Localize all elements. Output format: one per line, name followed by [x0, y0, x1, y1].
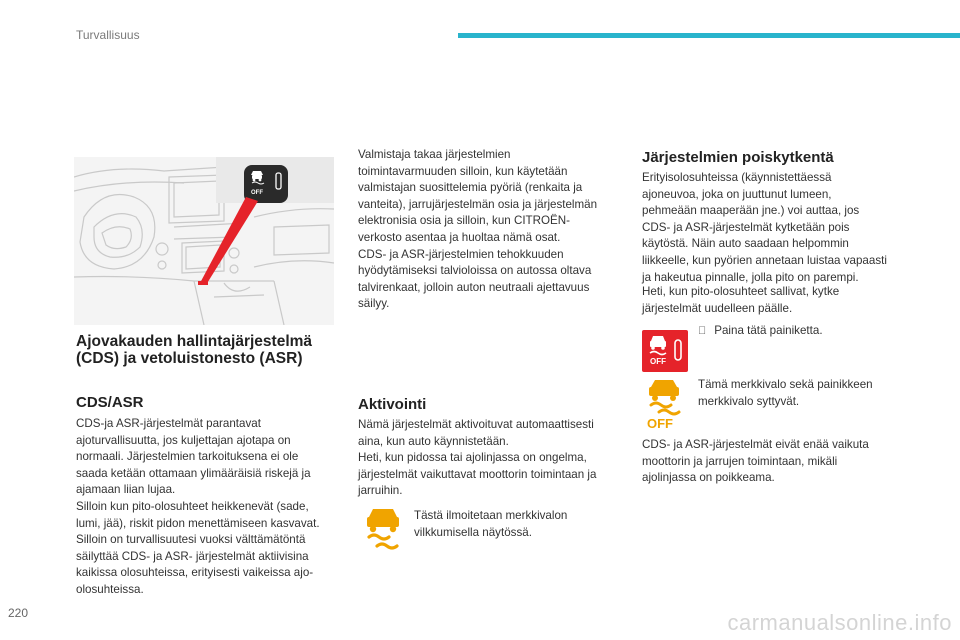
- callout-off-text: OFF: [251, 190, 263, 196]
- watermark: carmanualsonline.info: [727, 610, 952, 635]
- lamp-off-text: OFF: [647, 416, 673, 430]
- cds-asr-heading: CDS/ASR: [76, 394, 144, 411]
- traction-warning-icon: [362, 506, 404, 550]
- activation-heading: Aktivointi: [358, 396, 427, 413]
- bullet-mark: [698, 323, 706, 340]
- systems-off-effect-text: CDS- ja ASR-järjestelmät eivät enää vaikuta moottorin ja jarrujen toimintaan, mikäli ajolinjassa on poikkeama.: [642, 438, 869, 485]
- main-heading: Ajovakauden hallintajärjestelmä (CDS) ja vetoluistonesto (ASR): [76, 333, 313, 367]
- cds-asr-description: CDS-ja ASR-järjestelmät parantavat ajoturvallisuutta, jos kuljettajan ajotapa on normaali. Järjestelmien tarkoituksena ei ole saada ketään ottamaan ylimääräisiä riskejä ja ajamaan liian lujaa. Silloin kun pito-olosuhteet heikkenevät (sade, lumi, jää), riskit pidon menettämiseen kasvavat. Silloin on turvallisuutesi vuoksi välttämätöntä säilyttää CDS- ja ASR- järjestelmät aktiivisina kaikissa olosuhteissa, erityisesti vaikeissa ajo- olosuhteissa.: [76, 417, 320, 596]
- page-number: 220: [8, 606, 29, 620]
- warning-lamp-text: Tämä merkkivalo sekä painikkeen merkkivalo syttyvät.: [698, 378, 873, 408]
- warning-icon-note: Tästä ilmoitetaan merkkivalon vilkkumisella näytössä.: [414, 509, 568, 539]
- button-off-text: OFF: [650, 357, 666, 366]
- activation-text: Nämä järjestelmät aktivoituvat automaattisesti aina, kun auto käynnistetään. Heti, kun pidossa tai ajolinjassa on ongelma, järjestelmät vaikuttavat moottorin toimintaan ja jarruihin.: [358, 418, 597, 498]
- section-title: Turvallisuus: [76, 28, 140, 42]
- manufacturer-guarantee-text: Valmistaja takaa järjestelmien toimintavarmuuden silloin, kun käytetään valmistajan suosittelemia pyöriä (renkaita ja vanteita), jarrujärjestelmän osia ja järjestelmän elektronisia osia ja silloin, kun CITROËN- verkosto asentaa ja huoltaa nämä osat. CDS- ja ASR-järjestelmien tehokkuuden hyödytämiseksi talvioloissa on autossa oltava talvirenkaat, jolloin auton neutraali ajettavuus säilyy.: [358, 148, 598, 311]
- header-accent-bar: [458, 33, 960, 38]
- press-button-text: Paina tätä painiketta.: [706, 324, 815, 337]
- cds-off-button-icon: [642, 330, 688, 372]
- press-button-instruction: [698, 323, 918, 340]
- cds-off-warning-lamp-icon: [642, 378, 688, 430]
- dashboard-illustration: [74, 157, 334, 325]
- deactivation-text: Erityisolosuhteissa (käynnistettäessä ajoneuvoa, joka on juuttunut lumeen, pehmeään maaperään jne.) voi auttaa, jos CDS- ja ASR-järjestelmät kytketään pois käytöstä. Näin auto saadaan helpommin liikkeelle, kun pyörien annetaan luistaa vapaasti ja hakeutua pinnalle, jolla pito on parempi.: [642, 171, 887, 284]
- deactivation-heading: Järjestelmien poiskytkentä: [642, 149, 834, 166]
- reactivation-text: Heti, kun pito-olosuhteet sallivat, kytke järjestelmät uudelleen päälle.: [642, 285, 840, 315]
